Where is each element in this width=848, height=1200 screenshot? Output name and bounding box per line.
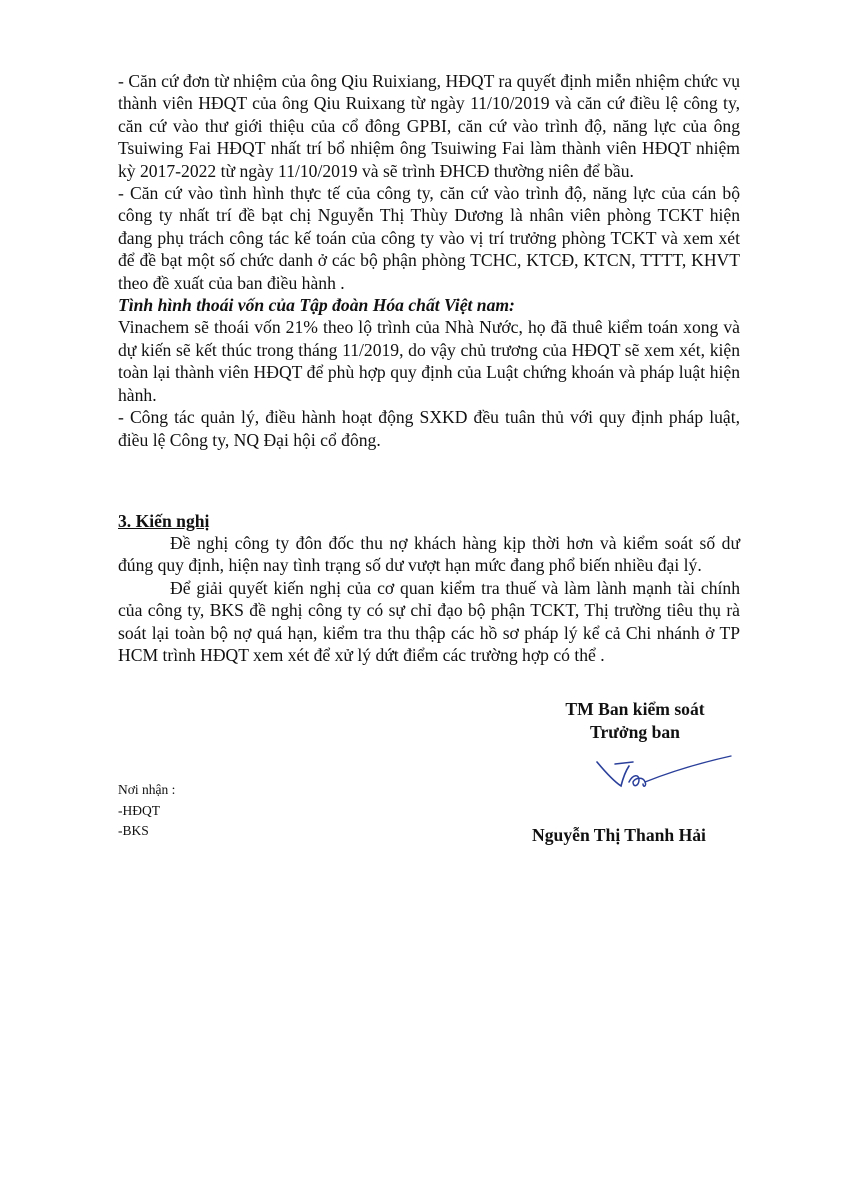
promotion-paragraph: - Căn cứ vào tình hình thực tế của công ty, căn cứ vào trình độ, năng lực của cán bộ công ty nhất trí đề bạt chị Nguyễn Thị Thùy Dương là nhân viên phòng TCKT hiện đang phụ trách công tác kế toán của công ty vào vị trí trưởng phòng TCKT và xem xét để đề bạt một số chức danh ở các bộ phận phòng TCHC, KTCĐ, KTCN, TTTT, KHVT theo đề xuất của ban điều hành .: [118, 183, 740, 293]
recipients-block: [118, 780, 175, 842]
recipient-item: -BKS: [118, 823, 149, 838]
handwritten-signature-icon: [585, 752, 735, 798]
signer-title: TM Ban kiểm soát: [565, 699, 705, 719]
signer-position: Trưởng ban: [590, 722, 680, 742]
signer-name: Nguyễn Thị Thanh Hải: [532, 825, 706, 845]
recipients-label: Nơi nhận :: [118, 782, 176, 797]
signer-title-block: [520, 698, 750, 744]
document-body: [118, 70, 740, 451]
resignation-paragraph: - Căn cứ đơn từ nhiệm của ông Qiu Ruixiang, HĐQT ra quyết định miễn nhiệm chức vụ thành viên HĐQT của ông Qiu Ruixang từ ngày 11/10/2019 và căn cứ điều lệ công ty, căn cứ vào thư giới thiệu của cổ đông GPBI, căn cứ vào trình độ, năng lực của ông Tsuiwing Fai HĐQT nhất trí bổ nhiệm ông Tsuiwing Fai làm thành viên HĐQT nhiệm kỳ 2017-2022 từ ngày 11/10/2019 và sẽ trình ĐHCĐ thường niên để bầu.: [118, 71, 740, 181]
recipient-item: -HĐQT: [118, 802, 160, 818]
recommendation-paragraph: Đề nghị công ty đôn đốc thu nợ khách hàng kịp thời hơn và kiểm soát số dư đúng quy định, hiện nay tình trạng số dư vượt hạn mức đang phổ biến nhiều đại lý.: [118, 533, 740, 576]
divestment-paragraph: Vinachem sẽ thoái vốn 21% theo lộ trình của Nhà Nước, họ đã thuê kiểm toán xong và dự kiến sẽ kết thúc trong tháng 11/2019, do vậy chủ trương của HĐQT sẽ xem xét, kiện toàn lại thành viên HĐQT để phù hợp quy định của Luật chứng khoán và pháp luật hiện hành.: [118, 317, 740, 405]
divestment-subheading: Tình hình thoái vốn của Tập đoàn Hóa chất Việt nam:: [118, 295, 515, 316]
compliance-paragraph: - Công tác quản lý, điều hành hoạt động SXKD đều tuân thủ với quy định pháp luật, điều lệ Công ty, NQ Đại hội cổ đông.: [118, 407, 740, 450]
recommendation-paragraph: Để giải quyết kiến nghị của cơ quan kiểm tra thuế và làm lành mạnh tài chính của công ty, BKS đề nghị công ty có sự chỉ đạo bộ phận TCKT, Thị trường tiêu thụ rà soát lại toàn bộ nợ quá hạn, kiểm tra thu thập các hồ sơ pháp lý kể cả Chi nhánh ở TP HCM trình HĐQT xem xét để xử lý dứt điểm các trường hợp có thể .: [118, 577, 740, 666]
section-3-heading: 3. Kiến nghị: [118, 511, 210, 531]
recommendations: [118, 532, 740, 666]
